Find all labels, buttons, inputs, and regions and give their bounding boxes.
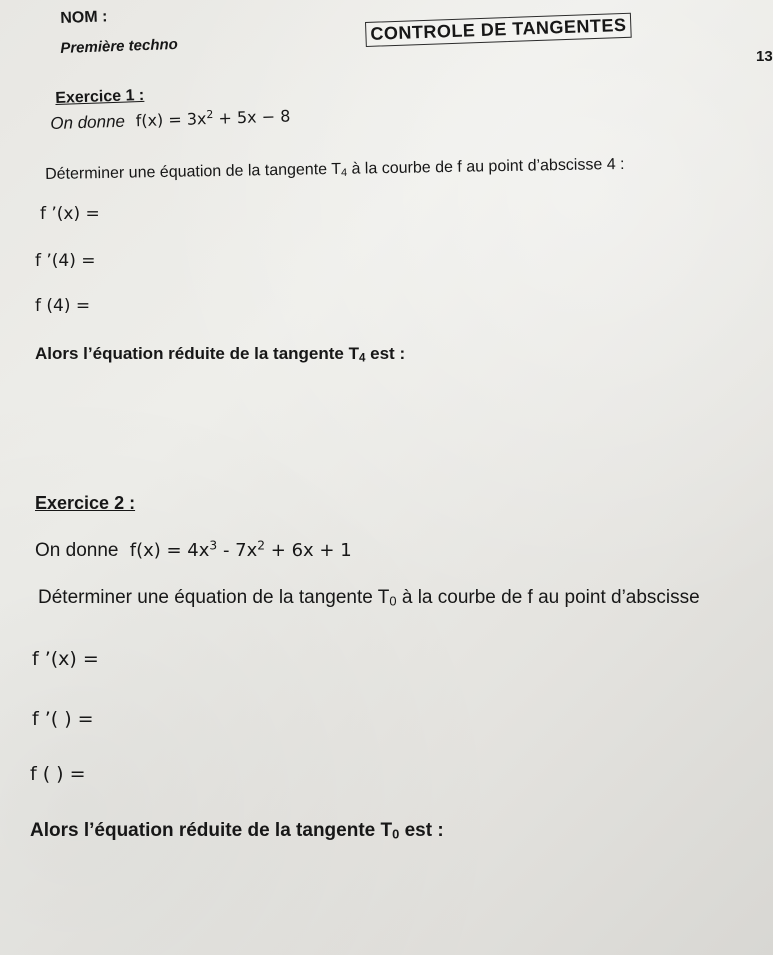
result-subscript: 0: [392, 826, 400, 842]
instruction-prefix: Déterminer une équation de la tangente T: [38, 587, 390, 608]
given-label: On donne: [35, 540, 119, 561]
exercise-1-result-prompt: [35, 344, 405, 364]
exercise-1-given-function: [50, 106, 291, 134]
function-part-3: + 6x + 1: [265, 540, 352, 561]
class-level: Première techno: [60, 35, 179, 57]
instruction-subscript: 0: [389, 593, 397, 609]
exercise-1-instruction: [45, 156, 625, 184]
result-subscript: 4: [359, 352, 366, 365]
exercise-2-given-function: [35, 540, 352, 562]
result-suffix: est :: [399, 820, 444, 841]
exercise-2-function-value-line: f ( ) =: [30, 763, 86, 785]
instruction-prefix: Déterminer une équation de la tangente T: [45, 160, 342, 183]
result-prefix: Alors l’équation réduite de la tangente T: [30, 820, 393, 841]
exercise-2-result-prompt: [30, 820, 444, 842]
instruction-suffix: à la courbe de f au point d’abscisse: [396, 587, 700, 608]
page-number: 13: [756, 48, 773, 65]
function-lhs: f(x) = 3x: [135, 109, 207, 131]
result-prefix: Alors l’équation réduite de la tangente T: [35, 344, 359, 363]
result-suffix: est :: [365, 344, 406, 363]
exercise-2-instruction: [38, 587, 700, 609]
instruction-subscript: 4: [340, 166, 348, 180]
function-part-1: f(x) = 4x: [129, 540, 210, 561]
function-part-2: - 7x: [217, 540, 258, 561]
exercise-2-derivative-value-line: f ’( ) =: [32, 708, 94, 730]
exercise-1-function-value-line: f (4) =: [35, 296, 91, 316]
exercise-1-derivative-value-line: f ’(4) =: [35, 251, 96, 271]
function-exponent-2: 2: [257, 538, 266, 553]
function-rhs: + 5x − 8: [213, 106, 291, 128]
student-name-label: NOM :: [60, 8, 108, 27]
test-title: CONTROLE DE TANGENTES: [365, 13, 632, 47]
function-expression: [135, 106, 290, 130]
instruction-suffix: à la courbe de f au point d’abscisse 4 :: [346, 155, 625, 178]
function-exponent: 2: [206, 107, 214, 122]
given-label: On donne: [50, 111, 126, 133]
exercise-2-derivative-line: f ’(x) =: [32, 648, 99, 670]
exercise-1-derivative-line: f ’(x) =: [40, 204, 100, 224]
exercise-2-title: Exercice 2 :: [35, 493, 136, 513]
exercise-1-title: Exercice 1 :: [55, 86, 145, 107]
function-exponent-1: 3: [209, 538, 218, 553]
function-expression: [130, 540, 352, 561]
